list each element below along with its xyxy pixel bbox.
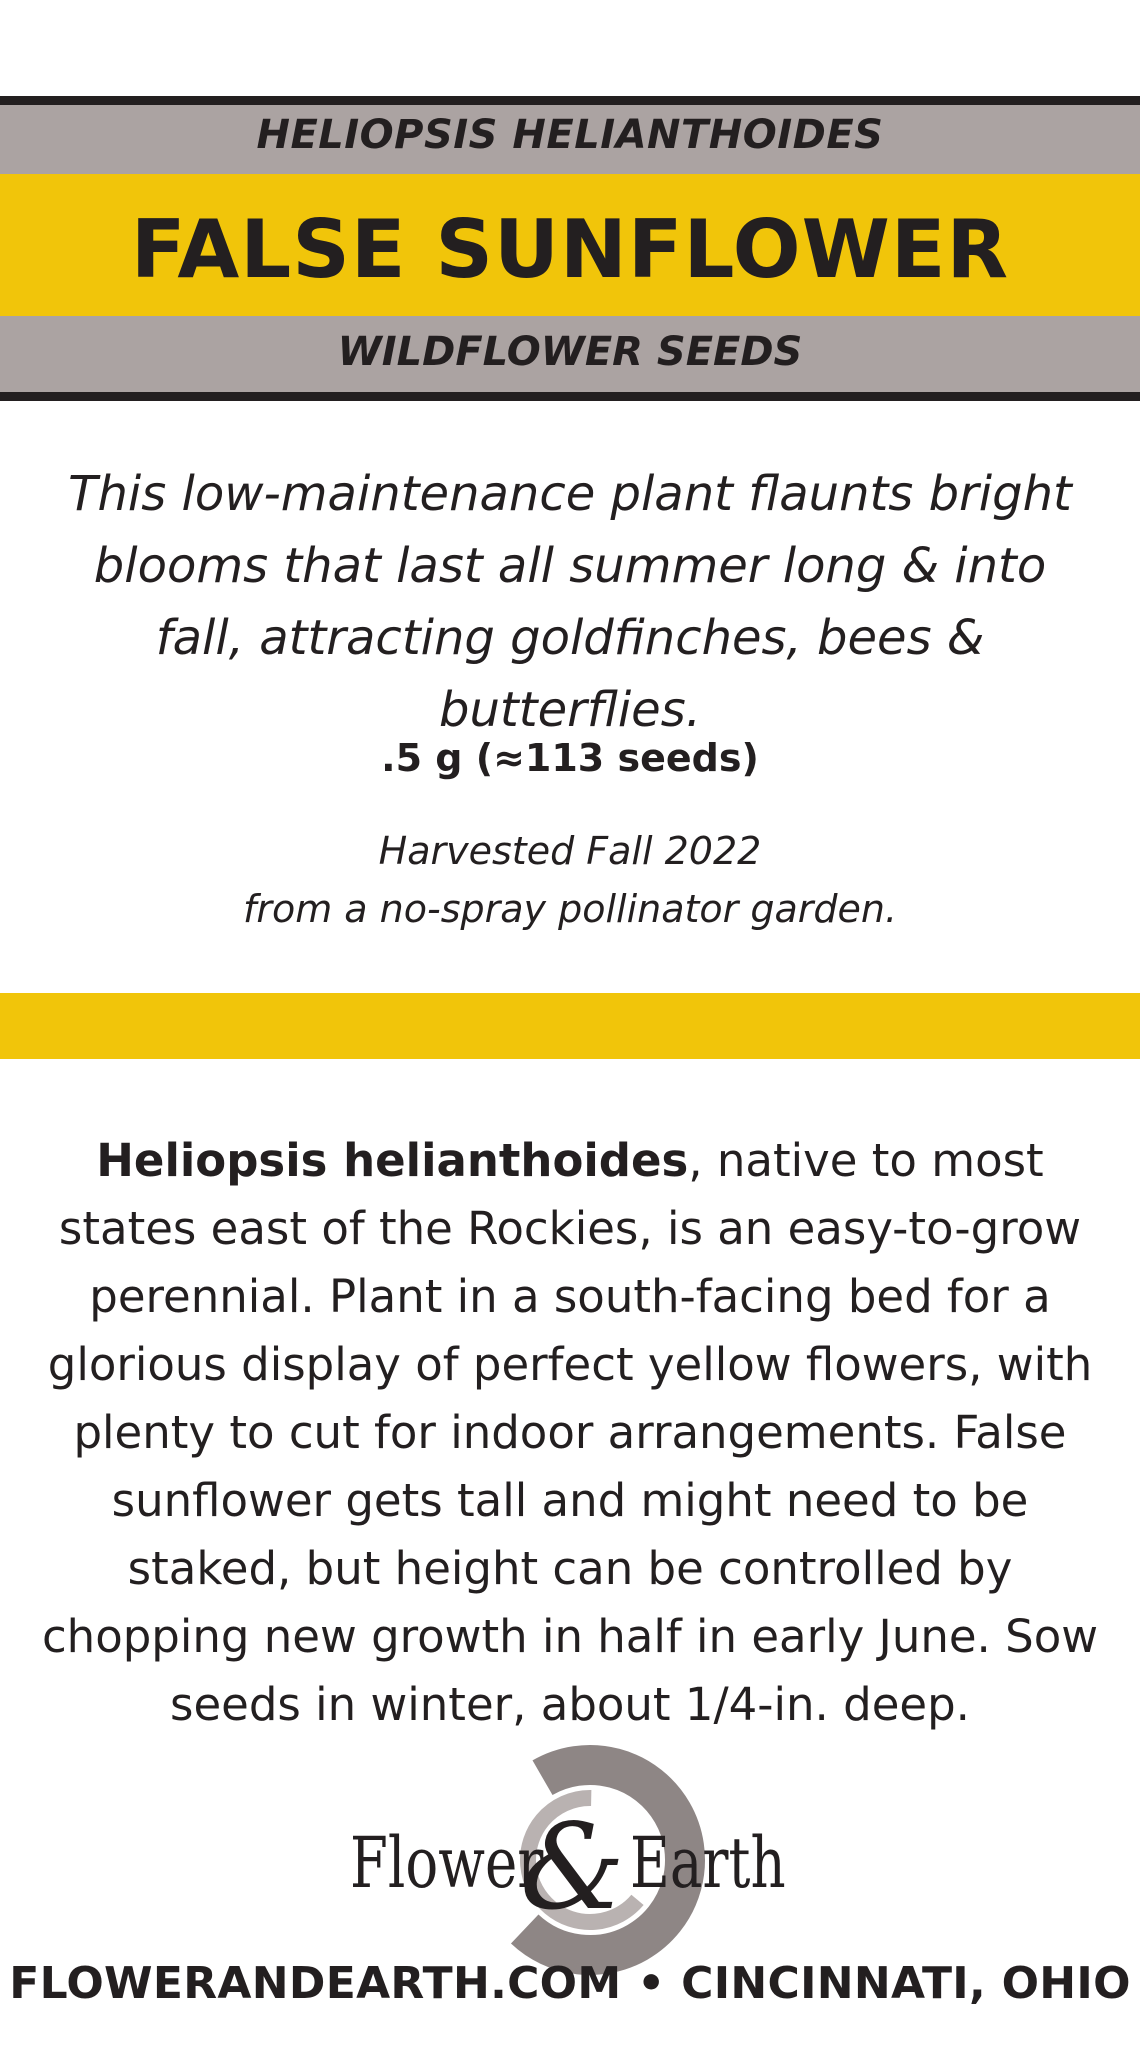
yellow-divider-band (0, 993, 1140, 1059)
description-bold-lead: Heliopsis helianthoides (96, 1134, 689, 1187)
description-text: , native to most states east of the Rockies, is an easy-to-grow perennial. Plant in a south-facing bed for a glorious display of perfect yellow flowers, with plenty to cut for indoor arrangements. False sunflower gets tall and might need to be staked, but height can be controlled by chopping new growth in half in early June. Sow seeds in winter, about 1/4-in. deep. (41, 1134, 1099, 1731)
description-paragraph (35, 1127, 1105, 1739)
harvest-info (0, 822, 1140, 938)
harvest-line-2: from a no-spray pollinator garden. (242, 887, 898, 931)
header-bottom-rule (0, 392, 1140, 401)
flower-and-earth-logo (340, 1798, 810, 1936)
scientific-name: HELIOPSIS HELIANTHOIDES (256, 112, 884, 158)
logo-ampersand: & (520, 1798, 626, 1936)
footer-website-location: FLOWERANDEARTH.COM • CINCINNATI, OHIO (9, 1958, 1131, 2009)
header-top-rule (0, 96, 1140, 105)
common-name-title: FALSE SUNFLOWER (130, 203, 1010, 296)
seed-type-label: WILDFLOWER SEEDS (337, 329, 803, 375)
tagline-text: This low-maintenance plant flaunts bright blooms that last all summer long & into fall, attracting goldfinches, bees & butterflies. (68, 466, 1072, 738)
tagline (0, 458, 1140, 746)
logo-word-earth: Earth (630, 1822, 786, 1904)
logo-word-flower: Flower (350, 1822, 544, 1904)
harvest-line-1: Harvested Fall 2022 (378, 829, 762, 873)
seed-quantity: .5 g (≈113 seeds) (381, 736, 759, 780)
